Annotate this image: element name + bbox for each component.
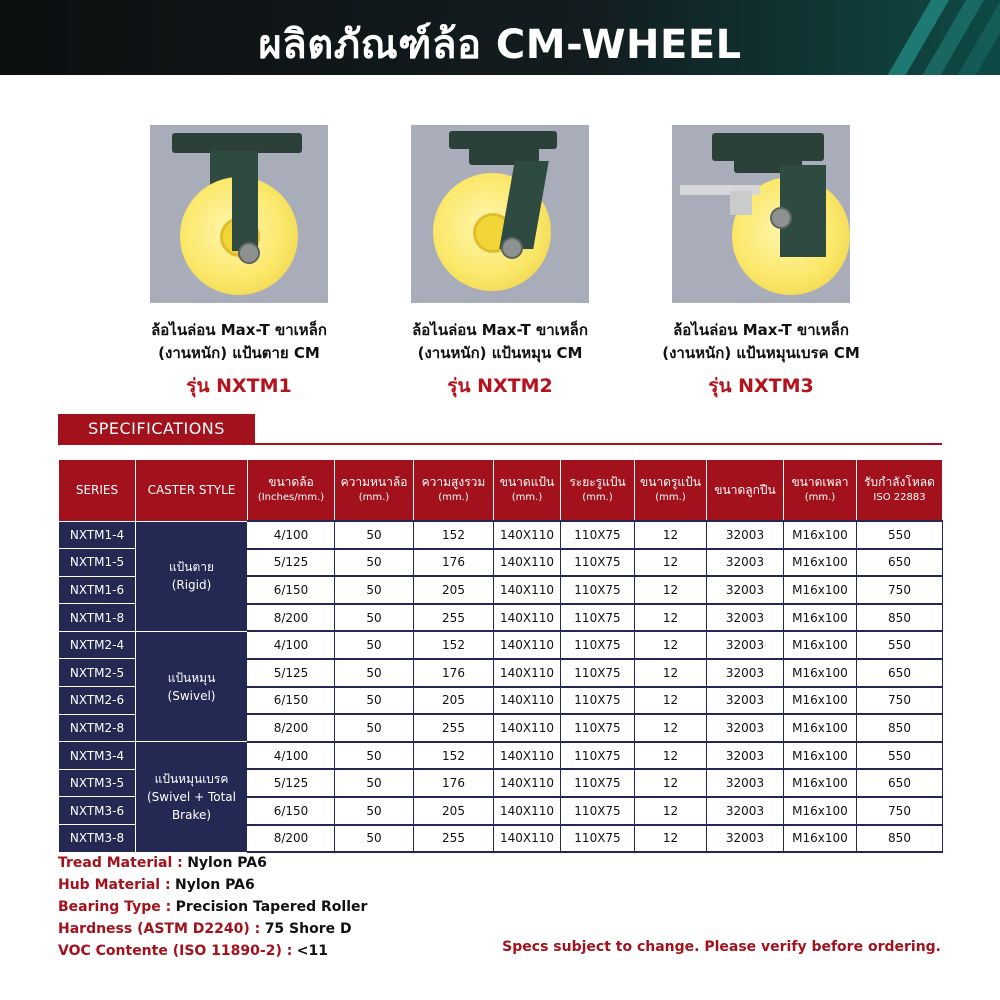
cell-value: 6/150 [248,797,335,825]
col-header-wheel-size: ขนาดล้อ (Inches/mm.) [248,460,335,522]
cell-value: 12 [635,549,707,577]
cell-value: 32003 [707,659,784,687]
cell-value: 110X75 [561,659,635,687]
cell-value: M16x100 [784,687,857,715]
cell-value: 140X110 [494,631,561,659]
cell-value: 8/200 [248,825,335,853]
col-header-overall-height: ความสูงรวม (mm.) [414,460,494,522]
cell-value: 750 [857,687,943,715]
cell-value: 850 [857,714,943,742]
cell-value: 140X110 [494,549,561,577]
cell-value: 850 [857,604,943,632]
cell-series: NXTM1-5 [59,549,136,577]
cell-caster-style: แป้นตาย (Rigid) [136,521,248,631]
rigid-caster-image [150,125,328,303]
cell-value: 140X110 [494,521,561,549]
cell-value: 140X110 [494,604,561,632]
cell-value: 32003 [707,549,784,577]
disclaimer-note: Specs subject to change. Please verify before ordering. [502,939,941,955]
cell-value: 6/150 [248,687,335,715]
cell-value: 650 [857,549,943,577]
cell-value: 140X110 [494,825,561,853]
cell-series: NXTM2-4 [59,631,136,659]
cell-value: 110X75 [561,769,635,797]
cell-caster-style: แป้นหมุนเบรค (Swivel + Total Brake) [136,742,248,852]
cell-value: 50 [335,742,414,770]
cell-value: M16x100 [784,714,857,742]
cell-series: NXTM1-8 [59,604,136,632]
material-item: Hardness (ASTM D2240) : 75 Shore D [58,921,352,937]
cell-value: 110X75 [561,714,635,742]
cell-series: NXTM1-4 [59,521,136,549]
cell-value: 650 [857,769,943,797]
cell-value: 32003 [707,825,784,853]
swivel-brake-caster-image [672,125,850,303]
cell-value: 12 [635,576,707,604]
cell-value: 110X75 [561,825,635,853]
cell-value: 32003 [707,687,784,715]
table-header-row [59,460,943,522]
cell-value: 140X110 [494,659,561,687]
cell-value: 140X110 [494,742,561,770]
cell-value: 650 [857,659,943,687]
table-row [59,631,943,659]
cell-value: 32003 [707,742,784,770]
cell-value: 4/100 [248,521,335,549]
cell-value: 550 [857,521,943,549]
cell-value: 176 [414,769,494,797]
cell-value: 140X110 [494,769,561,797]
cell-value: 4/100 [248,631,335,659]
product-model: รุ่น NXTM3 [708,375,814,397]
product-card-nxtm2 [360,125,640,401]
cell-value: 110X75 [561,797,635,825]
cell-caster-style: แป้นหมุน (Swivel) [136,631,248,741]
col-header-wheel-width: ความหนาล้อ (mm.) [335,460,414,522]
cell-value: 12 [635,825,707,853]
cell-value: 110X75 [561,631,635,659]
cell-value: 50 [335,825,414,853]
material-item: Bearing Type : Precision Tapered Roller [58,899,368,915]
cell-value: 12 [635,521,707,549]
material-item: VOC Contente (ISO 11890-2) : <11 [58,943,328,959]
cell-value: 110X75 [561,687,635,715]
cell-value: 32003 [707,714,784,742]
col-header-bearing: ขนาดลูกปืน [707,460,784,522]
cell-value: 550 [857,742,943,770]
cell-value: 50 [335,521,414,549]
cell-value: M16x100 [784,521,857,549]
product-name: ล้อไนล่อน Max-T ขาเหล็ก (งานหนัก) แป้นหมุนเบรค CM [662,321,860,362]
cell-series: NXTM3-6 [59,797,136,825]
cell-value: 5/125 [248,659,335,687]
col-header-axle: ขนาดเพลา (mm.) [784,460,857,522]
materials-list [58,852,367,962]
cell-value: M16x100 [784,797,857,825]
cell-series: NXTM3-8 [59,825,136,853]
cell-value: 12 [635,659,707,687]
col-header-caster-style: CASTER STYLE [136,460,248,522]
cell-series: NXTM2-8 [59,714,136,742]
cell-series: NXTM3-4 [59,742,136,770]
specifications-tab: SPECIFICATIONS [58,414,255,444]
col-header-bolt-hole: ขนาดรูแป้น (mm.) [635,460,707,522]
page-title: ผลิตภัณฑ์ล้อ CM-WHEEL [258,22,742,68]
cell-value: 110X75 [561,521,635,549]
swivel-caster-image [411,125,589,303]
cell-value: 12 [635,687,707,715]
cell-value: 750 [857,576,943,604]
cell-value: 8/200 [248,714,335,742]
cell-value: 12 [635,742,707,770]
cell-series: NXTM3-5 [59,769,136,797]
cell-value: 5/125 [248,769,335,797]
product-model: รุ่น NXTM2 [447,375,553,397]
cell-value: 255 [414,714,494,742]
col-header-plate-size: ขนาดแป้น (mm.) [494,460,561,522]
cell-value: 750 [857,797,943,825]
table-row [59,521,943,549]
cell-value: M16x100 [784,576,857,604]
cell-value: 140X110 [494,714,561,742]
specifications-table [58,459,943,853]
material-item: Hub Material : Nylon PA6 [58,877,255,893]
cell-value: M16x100 [784,659,857,687]
material-item: Tread Material : Nylon PA6 [58,855,267,871]
product-name: ล้อไนล่อน Max-T ขาเหล็ก (งานหนัก) แป้นตาย CM [151,321,327,362]
cell-value: 32003 [707,769,784,797]
col-header-series: SERIES [59,460,136,522]
cell-value: 50 [335,687,414,715]
cell-value: 140X110 [494,797,561,825]
cell-value: 12 [635,631,707,659]
cell-value: M16x100 [784,631,857,659]
cell-value: 12 [635,714,707,742]
cell-value: 152 [414,521,494,549]
cell-value: 205 [414,576,494,604]
cell-value: M16x100 [784,742,857,770]
cell-value: 50 [335,659,414,687]
cell-value: 50 [335,576,414,604]
cell-value: 140X110 [494,576,561,604]
cell-value: 8/200 [248,604,335,632]
cell-value: 850 [857,825,943,853]
product-card-nxtm1 [99,125,379,401]
cell-value: 50 [335,604,414,632]
cell-value: 152 [414,742,494,770]
product-name: ล้อไนล่อน Max-T ขาเหล็ก (งานหนัก) แป้นหมุน CM [412,321,588,362]
section-divider [58,443,942,445]
cell-value: 6/150 [248,576,335,604]
cell-value: 255 [414,604,494,632]
cell-series: NXTM2-6 [59,687,136,715]
cell-value: 50 [335,769,414,797]
cell-value: 140X110 [494,687,561,715]
cell-value: 50 [335,797,414,825]
cell-value: 50 [335,631,414,659]
page-header [0,0,1000,75]
cell-value: M16x100 [784,825,857,853]
cell-value: 110X75 [561,549,635,577]
cell-value: 110X75 [561,604,635,632]
cell-value: 4/100 [248,742,335,770]
cell-value: 32003 [707,631,784,659]
cell-value: 550 [857,631,943,659]
cell-value: 32003 [707,797,784,825]
cell-value: 12 [635,769,707,797]
cell-value: M16x100 [784,549,857,577]
cell-value: 32003 [707,576,784,604]
cell-value: 110X75 [561,742,635,770]
cell-value: 176 [414,659,494,687]
cell-value: 12 [635,797,707,825]
cell-value: 205 [414,687,494,715]
cell-value: 32003 [707,604,784,632]
cell-value: 5/125 [248,549,335,577]
cell-value: M16x100 [784,604,857,632]
product-model: รุ่น NXTM1 [186,375,292,397]
cell-value: 50 [335,549,414,577]
cell-value: 205 [414,797,494,825]
col-header-bolt-spacing: ระยะรูแป้น (mm.) [561,460,635,522]
cell-value: 176 [414,549,494,577]
cell-value: 32003 [707,521,784,549]
cell-series: NXTM1-6 [59,576,136,604]
cell-value: 12 [635,604,707,632]
cell-series: NXTM2-5 [59,659,136,687]
product-card-nxtm3 [621,125,901,401]
cell-value: 50 [335,714,414,742]
cell-value: 110X75 [561,576,635,604]
table-row [59,742,943,770]
cell-value: 152 [414,631,494,659]
cell-value: M16x100 [784,769,857,797]
col-header-load-capacity: รับกำลังโหลด ISO 22883 [857,460,943,522]
cell-value: 255 [414,825,494,853]
